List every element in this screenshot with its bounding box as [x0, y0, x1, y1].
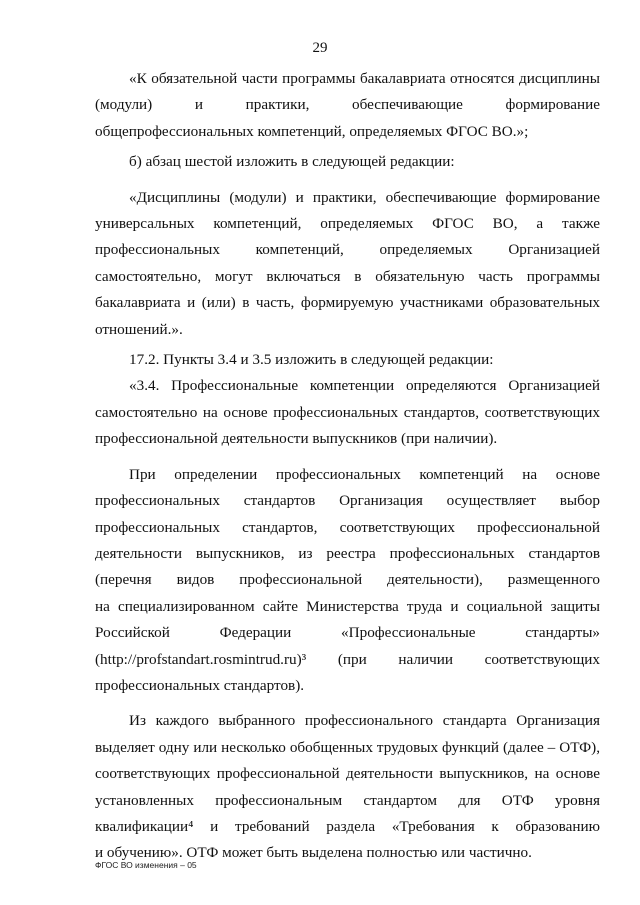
- text-line: бакалавриата и (или) в часть, формируемую участниками образовательных: [95, 294, 600, 312]
- text-line: (http://profstandart.rosmintrud.ru)³ (при наличии соответствующих: [95, 650, 600, 668]
- text-line: Из каждого выбранного профессионального стандарта Организация: [129, 712, 600, 730]
- text-line: профессиональных стандартов, соответствующих профессиональной: [95, 518, 600, 536]
- text-line: установленных профессиональным стандартом для ОТФ уровня: [95, 791, 600, 809]
- paragraph-4: [95, 347, 600, 373]
- text-line: квалификации⁴ и требований раздела «Требования к образованию: [95, 817, 600, 835]
- text-line: Российской Федерации «Профессиональные стандарты»: [95, 624, 600, 642]
- text-line: профессиональных стандартов).: [95, 676, 305, 694]
- page-number: 29: [312, 40, 328, 56]
- text-line: При определении профессиональных компетенций на основе: [129, 465, 600, 483]
- text-line: «Дисциплины (модули) и практики, обеспечивающие формирование: [129, 188, 600, 206]
- text-line: профессиональных стандартов Организация осуществляет выбор: [95, 492, 600, 510]
- text-line: и обучению». ОТФ может быть выделена полностью или частично.: [95, 844, 532, 862]
- text-line: соответствующих профессиональной деятельности выпускников, на основе: [95, 765, 600, 783]
- paragraph-6: [95, 462, 600, 700]
- text-line: на специализированном сайте Министерства труда и социальной защиты: [95, 597, 600, 615]
- text-line: (модули) и практики, обеспечивающие формирование: [95, 96, 600, 114]
- text-line: общепрофессиональных компетенций, определяемых ФГОС ВО.»;: [95, 122, 529, 140]
- paragraph-5: [95, 373, 600, 452]
- text-line: деятельности выпускников, из реестра профессиональных стандартов: [95, 544, 600, 562]
- paragraph-2: [95, 149, 600, 175]
- paragraph-7: [95, 708, 600, 866]
- paragraph-1: [95, 66, 600, 145]
- text-line: самостоятельно на основе профессиональных стандартов, соответствующих: [95, 403, 600, 421]
- paragraph-3: [95, 185, 600, 343]
- text-line: универсальных компетенций, определяемых ФГОС ВО, а также: [95, 215, 600, 233]
- text-line: «3.4. Профессиональные компетенции определяются Организацией: [129, 377, 600, 395]
- text-line: б) абзац шестой изложить в следующей редакции:: [129, 153, 455, 171]
- text-line: 17.2. Пункты 3.4 и 3.5 изложить в следующей редакции:: [129, 351, 494, 369]
- document-body: [95, 66, 600, 867]
- text-line: выделяет одну или несколько обобщенных трудовых функций (далее – ОТФ),: [95, 738, 600, 756]
- text-line: профессиональной деятельности выпускников (при наличии).: [95, 430, 498, 448]
- text-line: профессиональных компетенций, определяемых Организацией: [95, 241, 600, 259]
- page-footer: ФГОС ВО изменения – 05: [95, 860, 197, 870]
- text-line: отношений.».: [95, 320, 183, 338]
- text-line: «К обязательной части программы бакалавриата относятся дисциплины: [129, 70, 600, 87]
- text-line: (перечня видов профессиональной деятельности), размещенного: [95, 571, 600, 589]
- text-line: самостоятельно, могут включаться в обязательную часть программы: [95, 267, 600, 285]
